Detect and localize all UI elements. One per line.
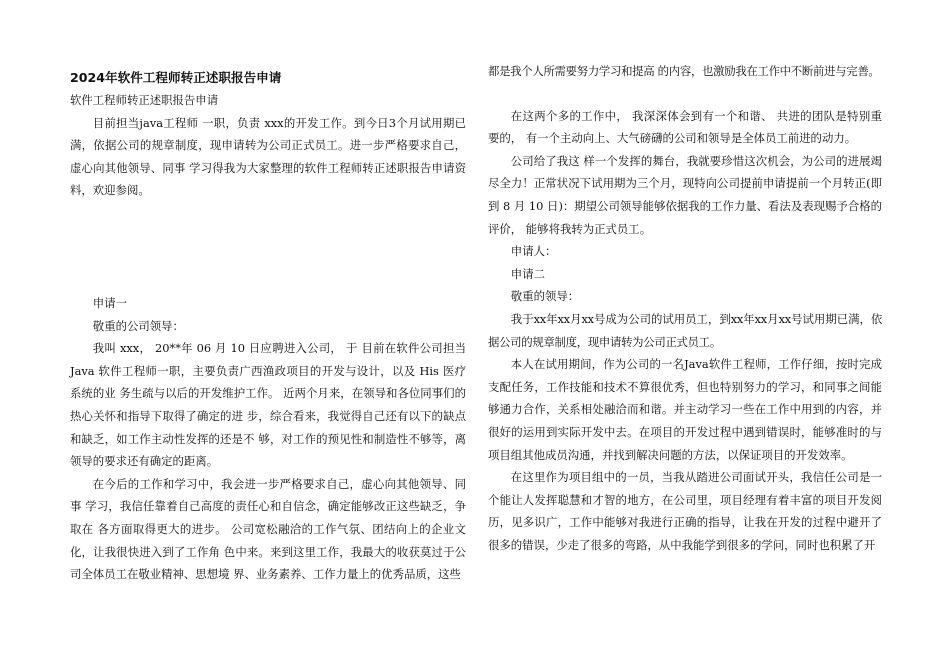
right-column (488, 60, 882, 556)
document-subtitle: 软件工程师转正述职报告申请 (70, 93, 219, 107)
letter2-paragraph-1: 我于xx年xx月xx号成为公司的试用员工，到xx年xx月xx号试用期已满，依据公司的规章制度，现申请转为公司正式员工。 (488, 311, 882, 349)
letter2-paragraph-3: 在这里作为项目组中的一员，当我从踏进公司面试开头，我信任公司是一个能让人发挥聪慧和才智的地方，在公司里，项目经理有着丰富的项目开发阅历，见多识广，工作中能够对我进行正确的指导，让我在开发的过程中避开了很多的错误，少走了很多的弯路，从中我能学到很多的学问，同时也积累了开 (488, 470, 882, 552)
letter1-paragraph-3: 在这两个多的工作中， 我深深体会到有一个和谐、 共进的团队是特别重要的， 有一个主动向上、大气磅礴的公司和领导是全体员工前进的动力。 (488, 108, 882, 146)
left-column (70, 60, 466, 586)
letter2-paragraph-2: 本人在试用期间，作为公司的一名Java软件工程师，工作仔细，按时完成支配任务，工作技能和技术不算很优秀，但也特别努力的学习，和同事之间能够通力合作，关系相处融洽而和谐。并主动学习一些在工作中用到的内容，并很好的运用到实际开发中去。在项目的开发过程中遇到错误时，能够准时的与项目组其他成员沟通，并找到解决问题的方法，以保证项目的开发效率。 (488, 357, 882, 462)
letter1-paragraph-4: 公司给了我这 样一个发挥的舞台，我就要珍惜这次机会，为公司的进展竭尽全力！正常状况下试用期为三个月，现特向公司提前申请提前一个月转正(即到 8 月 10 日)：期望公司领导能够依据我的工作力量、看法及表现赐予合格的评价， 能够将我转为正式员工。 (488, 153, 882, 236)
spacer (488, 83, 882, 105)
letter2-heading: 申请二 (510, 266, 545, 281)
intro-paragraph: 目前担当java工程师 一职，负责 xxx的开发工作。到今日3个月试用期已满，依据公司的规章制度，现申请转为公司正式员工。进一步严格要求自己，虚心向其他领导、同事 学习得我为大家整理的软件工程师转正述职报告申请资料，欢迎参阅。 (70, 115, 466, 198)
spacer (70, 202, 466, 292)
letter1-signature: 申请人： (510, 244, 557, 259)
letter1-paragraph-2: 在今后的工作和学习中，我会进一步严格要求自己，虚心向其他领导、同事 学习，我信任靠着自己高度的责任心和自信念，确定能够改正这些缺乏，争取在 各方面取得更大的进步。 公司宽松融洽的工作气氛、团结向上的企业文化，让我很快进入到了工作角 色中来。来到这里工作，我最大的收获莫过于公司全体员工在敬业精神、思想境 界、业务素养、工作力量上的优秀品质，这些 (70, 476, 466, 582)
letter1-paragraph-2-continued: 都是我个人所需要努力学习和提高 的内容，也激励我在工作中不断前进与完善。 (488, 64, 880, 78)
letter2-salutation: 敬重的领导： (510, 289, 580, 304)
letter1-salutation: 敬重的公司领导： (92, 318, 184, 333)
document-title: 2024年软件工程师转正述职报告申请 (70, 70, 282, 85)
letter1-paragraph-1: 我叫 xxx， 20**年 06 月 10 日应聘进入公司， 于 目前在软件公司担当Java 软件工程师一职，主要负责广西渔政项目的开发与设计，以及 His 医疗系统的业 务生疏与以后的开发维护工作。 近两个月来，在领导和各位同事们的热心关怀和指导下取得了确定的进 步，综合看来，我觉得自己还有以下的缺点和缺乏，如工作主动性发挥的还是不 够，对工作的预见性和制造性不够等，离领导的要求还有确定的距离。 (70, 341, 466, 469)
letter1-heading: 申请一 (92, 295, 127, 310)
